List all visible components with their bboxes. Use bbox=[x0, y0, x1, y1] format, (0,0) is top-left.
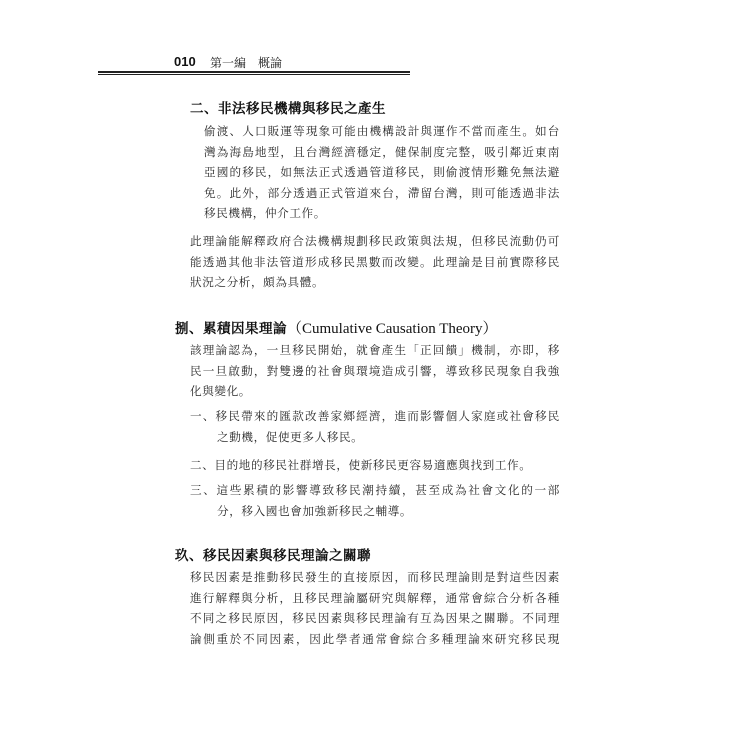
chapter-title: 第一編 概論 bbox=[210, 56, 283, 70]
text-line: 亞國的移民，如無法正式透過管道移民，則偷渡情形難免無法避 bbox=[204, 165, 560, 179]
text-line: 偷渡、人口販運等現象可能由機構設計與運作不當而產生。如台 bbox=[204, 124, 560, 138]
text-line: 進行解釋與分析，且移民理論屬研究與解釋，通常會綜合分析各種 bbox=[190, 590, 560, 605]
text-line: 化與變化。 bbox=[190, 384, 251, 398]
header-rule bbox=[98, 71, 410, 73]
section-heading-cumulative-causation bbox=[175, 317, 498, 338]
text-line: 能透過其他非法管道形成移民黑數而改變。此理論是目前實際移民 bbox=[190, 254, 560, 269]
paragraph-theory-evaluation bbox=[190, 231, 560, 293]
paragraph-illegal-migration bbox=[204, 121, 560, 224]
list-item-line: 二、目的地的移民社群增長，使新移民更容易適應與找到工作。 bbox=[190, 458, 532, 472]
list-item-line: 一、移民帶來的匯款改善家鄉經濟，進而影響個人家庭或社會移民 bbox=[190, 409, 560, 423]
running-header bbox=[98, 54, 410, 76]
section-heading-factors-and-theories: 玖、移民因素與移民理論之關聯 bbox=[175, 548, 371, 564]
text-line: 灣為海島地型，且台灣經濟穩定，健保制度完整，吸引鄰近東南 bbox=[204, 144, 560, 159]
text-line: 論側重於不同因素，因此學者通常會綜合多種理論來研究移民現 bbox=[190, 631, 560, 646]
paragraph-cumulative-intro bbox=[190, 340, 560, 402]
paragraph-factors-and-theories bbox=[190, 567, 560, 649]
list-item bbox=[190, 455, 560, 476]
list-item-line: 三、這些累積的影響導致移民潮持續，甚至成為社會文化的一部 bbox=[190, 483, 560, 497]
heading-english: （Cumulative Causation Theory） bbox=[287, 321, 498, 337]
section-heading-illegal-migration: 二、非法移民機構與移民之產生 bbox=[190, 101, 386, 117]
heading-chinese: 捌、累積因果理論 bbox=[175, 321, 287, 337]
text-line: 狀況之分析，頗為具體。 bbox=[190, 275, 325, 289]
text-line: 不同之移民原因，移民因素與移民理論有互為因果之關聯。不同理 bbox=[190, 611, 560, 625]
text-line: 移民因素是推動移民發生的直接原因，而移民理論則是對這些因素 bbox=[190, 570, 560, 584]
list-item bbox=[190, 480, 560, 521]
header-rule-thin bbox=[98, 74, 410, 75]
text-line: 移民機構，仲介工作。 bbox=[204, 206, 326, 220]
text-line: 民一旦啟動，對雙邊的社會與環境造成引響，導致移民現象自我強 bbox=[190, 363, 560, 378]
list-item bbox=[190, 406, 560, 447]
text-line: 免。此外，部分透過正式管道來台，滯留台灣，則可能透過非法 bbox=[204, 185, 560, 200]
list-item-line: 之動機，促使更多人移民。 bbox=[217, 429, 364, 444]
page-number: 010 bbox=[174, 54, 196, 69]
text-line: 該理論認為，一旦移民開始，就會產生「正回饋」機制，亦即，移 bbox=[190, 343, 560, 357]
text-line: 此理論能解釋政府合法機構規劃移民政策與法規，但移民流動仍可 bbox=[190, 234, 560, 248]
list-item-line: 分，移入國也會加強新移民之輔導。 bbox=[217, 503, 413, 518]
